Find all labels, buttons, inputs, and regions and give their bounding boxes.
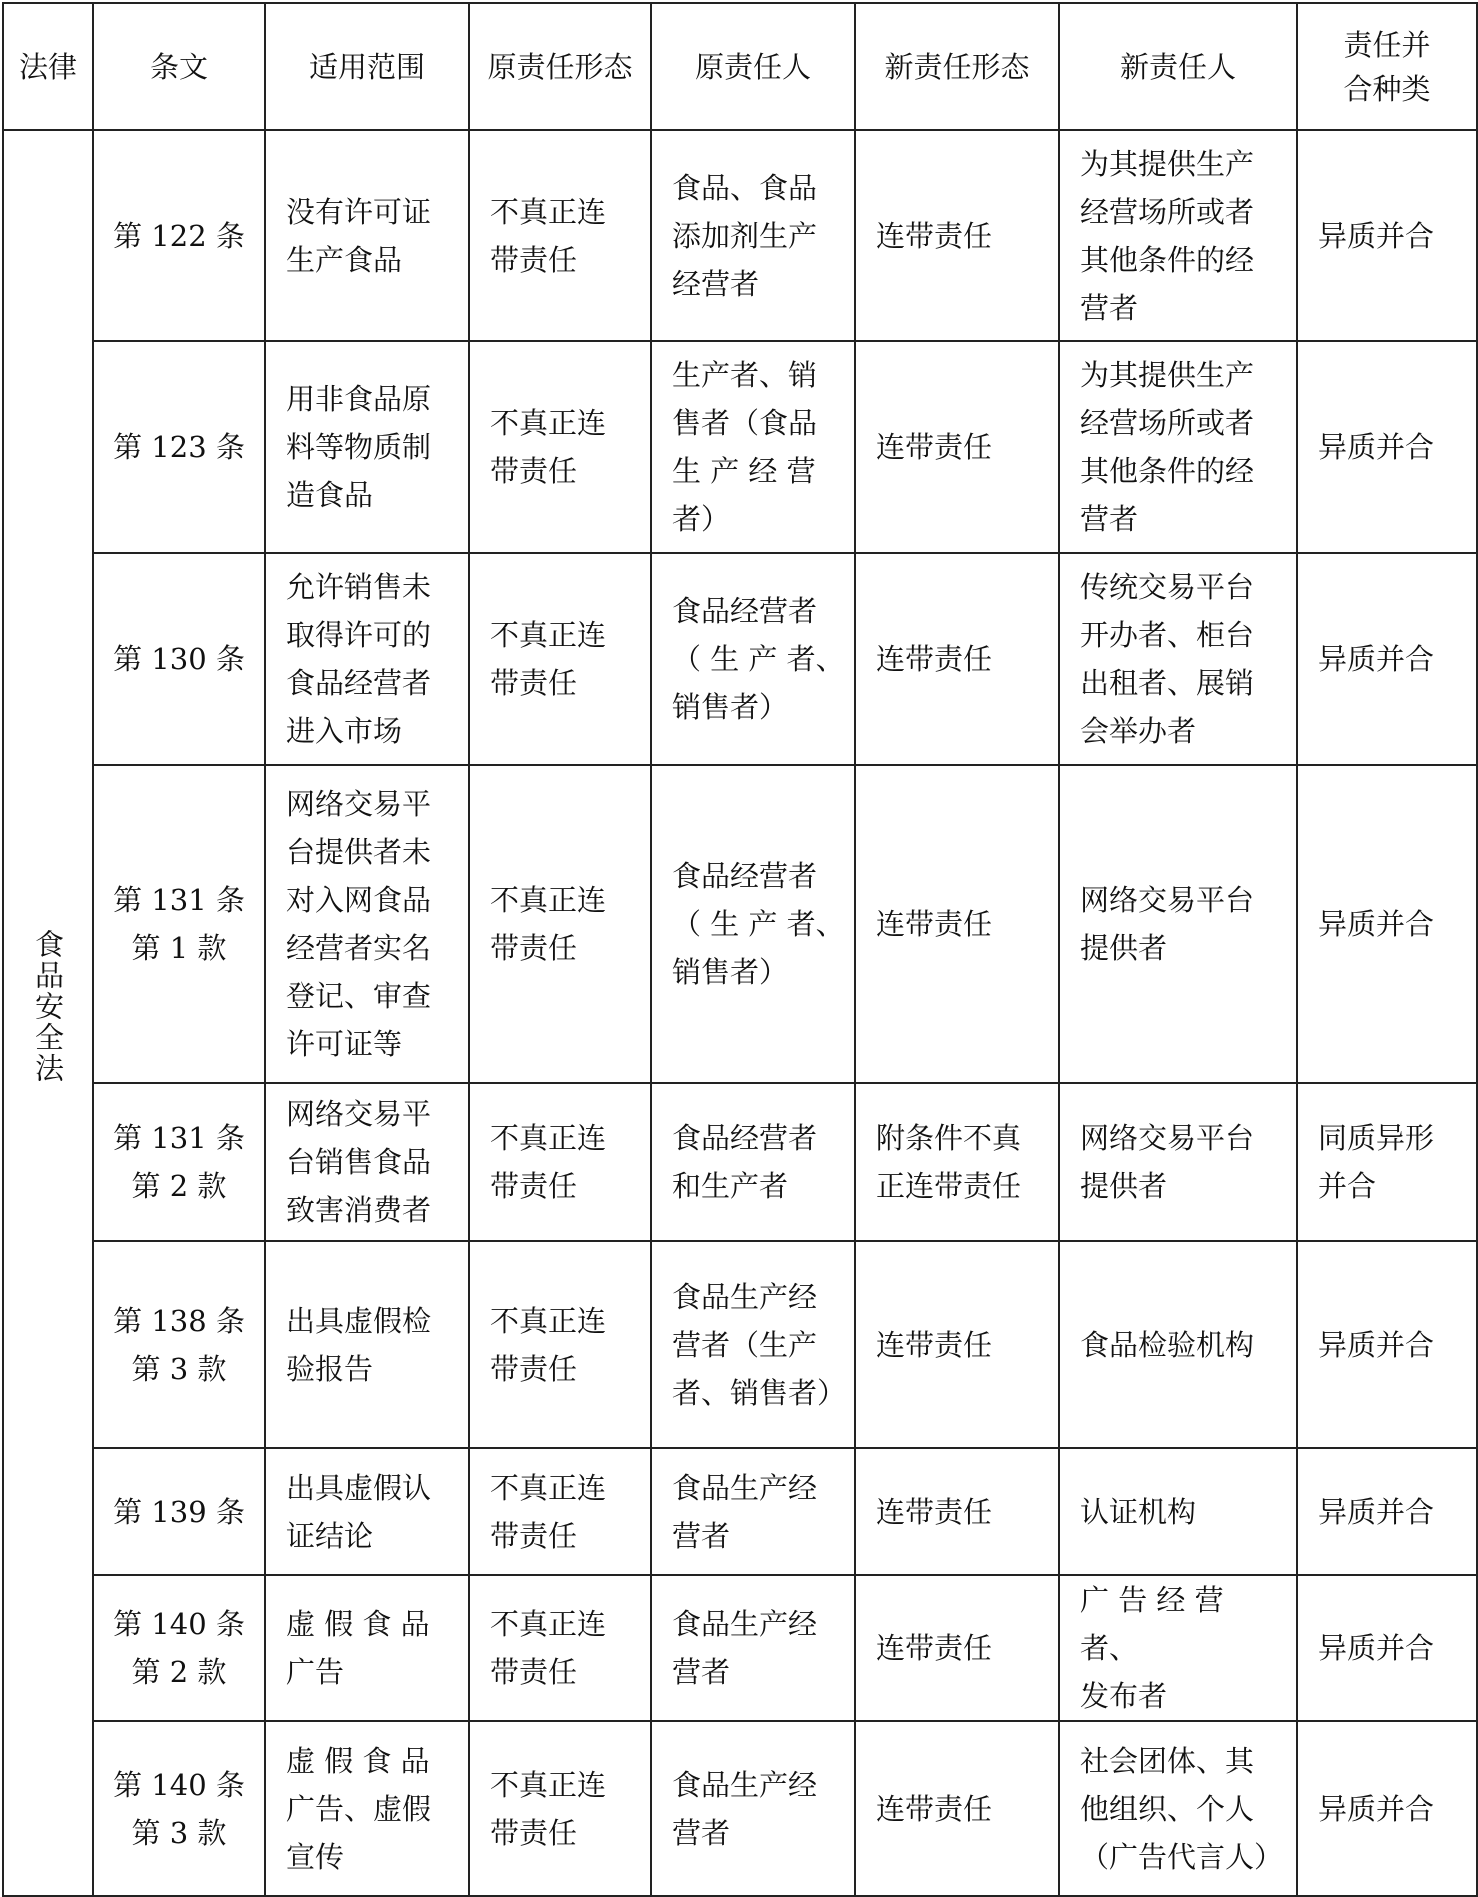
- table-row: [3, 1575, 1477, 1721]
- article-cell: 第 131 条 第 1 款: [93, 765, 265, 1083]
- orig-form-cell: 不真正连 带责任: [469, 765, 651, 1083]
- orig-person-cell: 食品生产经 营者: [651, 1721, 855, 1896]
- new-form-cell: 连带责任: [855, 765, 1059, 1083]
- orig-person-cell: 食品经营者 （ 生 产 者、 销售者）: [651, 765, 855, 1083]
- header-orig-form: 原责任形态: [469, 3, 651, 130]
- table-row: [3, 765, 1477, 1083]
- orig-form-cell: 不真正连 带责任: [469, 1575, 651, 1721]
- orig-person-cell: 生产者、销 售者（食品 生 产 经 营 者）: [651, 341, 855, 553]
- type-cell: 异质并合: [1297, 553, 1477, 765]
- orig-person-cell: 食品经营者 （ 生 产 者、 销售者）: [651, 553, 855, 765]
- type-cell: 异质并合: [1297, 1241, 1477, 1448]
- header-orig-person: 原责任人: [651, 3, 855, 130]
- header-new-form: 新责任形态: [855, 3, 1059, 130]
- table-row: [3, 1721, 1477, 1896]
- type-cell: 异质并合: [1297, 1448, 1477, 1575]
- article-cell: 第 130 条: [93, 553, 265, 765]
- table-row: [3, 1083, 1477, 1241]
- orig-person-cell: 食品、食品 添加剂生产 经营者: [651, 130, 855, 341]
- new-form-cell: 附条件不真 正连带责任: [855, 1083, 1059, 1241]
- orig-form-cell: 不真正连 带责任: [469, 1083, 651, 1241]
- type-cell: 异质并合: [1297, 765, 1477, 1083]
- type-cell: 异质并合: [1297, 1575, 1477, 1721]
- header-type: 责任并 合种类: [1297, 3, 1477, 130]
- article-cell: 第 140 条 第 2 款: [93, 1575, 265, 1721]
- new-form-cell: 连带责任: [855, 1448, 1059, 1575]
- type-cell: 异质并合: [1297, 341, 1477, 553]
- article-cell: 第 139 条: [93, 1448, 265, 1575]
- scope-cell: 没有许可证 生产食品: [265, 130, 469, 341]
- new-form-cell: 连带责任: [855, 1721, 1059, 1896]
- new-form-cell: 连带责任: [855, 130, 1059, 341]
- table-row: [3, 130, 1477, 341]
- scope-cell: 网络交易平 台销售食品 致害消费者: [265, 1083, 469, 1241]
- header-row: [3, 3, 1477, 130]
- orig-form-cell: 不真正连 带责任: [469, 1448, 651, 1575]
- orig-form-cell: 不真正连 带责任: [469, 130, 651, 341]
- new-person-cell: 社会团体、其 他组织、个人 （广告代言人）: [1059, 1721, 1297, 1896]
- scope-cell: 虚 假 食 品 广告: [265, 1575, 469, 1721]
- orig-person-cell: 食品生产经 营者: [651, 1575, 855, 1721]
- new-form-cell: 连带责任: [855, 1575, 1059, 1721]
- new-person-cell: 食品检验机构: [1059, 1241, 1297, 1448]
- article-cell: 第 131 条 第 2 款: [93, 1083, 265, 1241]
- article-cell: 第 138 条 第 3 款: [93, 1241, 265, 1448]
- new-form-cell: 连带责任: [855, 1241, 1059, 1448]
- scope-cell: 网络交易平 台提供者未 对入网食品 经营者实名 登记、审查 许可证等: [265, 765, 469, 1083]
- new-form-cell: 连带责任: [855, 341, 1059, 553]
- table-row: [3, 1448, 1477, 1575]
- new-form-cell: 连带责任: [855, 553, 1059, 765]
- orig-form-cell: 不真正连 带责任: [469, 1241, 651, 1448]
- liability-table: [2, 2, 1478, 1897]
- new-person-cell: 网络交易平台 提供者: [1059, 1083, 1297, 1241]
- new-person-cell: 认证机构: [1059, 1448, 1297, 1575]
- scope-cell: 允许销售未 取得许可的 食品经营者 进入市场: [265, 553, 469, 765]
- table-row: [3, 341, 1477, 553]
- article-cell: 第 140 条 第 3 款: [93, 1721, 265, 1896]
- orig-form-cell: 不真正连 带责任: [469, 553, 651, 765]
- orig-person-cell: 食品生产经 营者: [651, 1448, 855, 1575]
- orig-form-cell: 不真正连 带责任: [469, 341, 651, 553]
- table-row: [3, 553, 1477, 765]
- article-cell: 第 122 条: [93, 130, 265, 341]
- header-new-person: 新责任人: [1059, 3, 1297, 130]
- new-person-cell: 为其提供生产 经营场所或者 其他条件的经 营者: [1059, 130, 1297, 341]
- header-article: 条文: [93, 3, 265, 130]
- scope-cell: 用非食品原 料等物质制 造食品: [265, 341, 469, 553]
- new-person-cell: 广 告 经 营 者、 发布者: [1059, 1575, 1297, 1721]
- header-law: 法律: [3, 3, 93, 130]
- scope-cell: 出具虚假检 验报告: [265, 1241, 469, 1448]
- new-person-cell: 传统交易平台 开办者、柜台 出租者、展销 会举办者: [1059, 553, 1297, 765]
- type-cell: 异质并合: [1297, 130, 1477, 341]
- type-cell: 异质并合: [1297, 1721, 1477, 1896]
- scope-cell: 虚 假 食 品 广告、虚假 宣传: [265, 1721, 469, 1896]
- orig-person-cell: 食品生产经 营者（生产 者、销售者）: [651, 1241, 855, 1448]
- header-scope: 适用范围: [265, 3, 469, 130]
- orig-person-cell: 食品经营者 和生产者: [651, 1083, 855, 1241]
- type-cell: 同质异形 并合: [1297, 1083, 1477, 1241]
- table-row: [3, 1241, 1477, 1448]
- new-person-cell: 网络交易平台 提供者: [1059, 765, 1297, 1083]
- orig-form-cell: 不真正连 带责任: [469, 1721, 651, 1896]
- scope-cell: 出具虚假认 证结论: [265, 1448, 469, 1575]
- law-cell: 食品安全法: [3, 130, 93, 1896]
- new-person-cell: 为其提供生产 经营场所或者 其他条件的经 营者: [1059, 341, 1297, 553]
- article-cell: 第 123 条: [93, 341, 265, 553]
